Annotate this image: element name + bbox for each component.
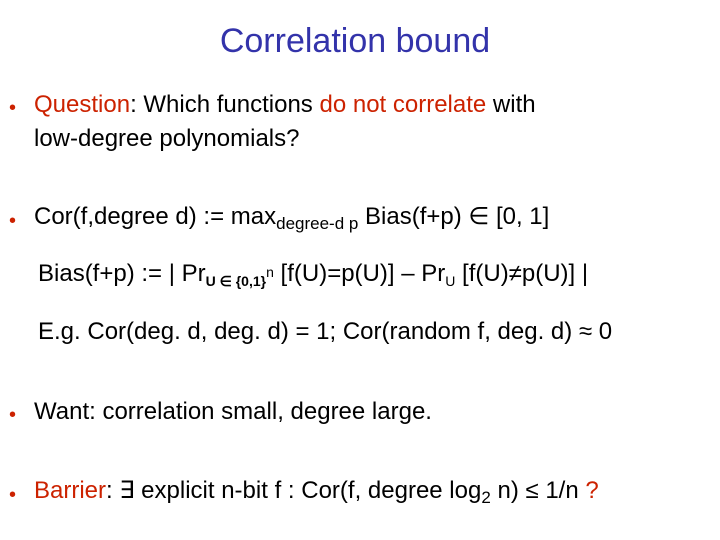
example-line: E.g. Cor(deg. d, deg. d) = 1; Cor(random f, deg. d) ≈ 0 xyxy=(38,318,613,345)
barrier-text-1: : ∃ explicit n-bit f : Cor(f, degree log xyxy=(106,477,482,504)
question-line-1 xyxy=(34,91,536,119)
bullet-3: • xyxy=(9,404,17,426)
slide-title: Correlation bound xyxy=(219,22,491,60)
question-line-2: low-degree polynomials? xyxy=(34,125,300,152)
cor-definition xyxy=(34,203,549,238)
bullet-2: • xyxy=(9,210,17,232)
bias-text-1: Bias(f+p) := | Pr xyxy=(38,260,206,287)
barrier-question-mark: ? xyxy=(585,477,599,504)
question-highlight: do not correlate xyxy=(319,91,487,118)
barrier-text-2: n) ≤ 1/n xyxy=(490,477,586,504)
bias-text-3: [f(U)≠p(U)] | xyxy=(455,260,589,287)
barrier-label: Barrier xyxy=(34,477,107,504)
bias-superscript: n xyxy=(266,264,274,280)
question-text-2: with xyxy=(486,91,536,118)
cor-subscript: degree-d p xyxy=(276,214,359,233)
bullet-1: • xyxy=(9,97,17,119)
bias-definition xyxy=(38,258,588,295)
cor-text-2: Bias(f+p) ∈ [0, 1] xyxy=(358,203,550,230)
bias-subscript-2: U xyxy=(445,273,456,289)
want-line: Want: correlation small, degree large. xyxy=(34,398,432,425)
bias-text-2: [f(U)=p(U)] – Pr xyxy=(273,260,446,287)
question-label: Question xyxy=(34,91,131,118)
cor-text-1: Cor(f,degree d) := max xyxy=(34,203,277,230)
barrier-line xyxy=(34,477,599,512)
question-text-1: : Which functions xyxy=(130,91,320,118)
bullet-4: • xyxy=(9,484,17,506)
barrier-subscript: 2 xyxy=(481,488,491,507)
bias-subscript-1: U ∈ {0,1} xyxy=(205,273,267,289)
